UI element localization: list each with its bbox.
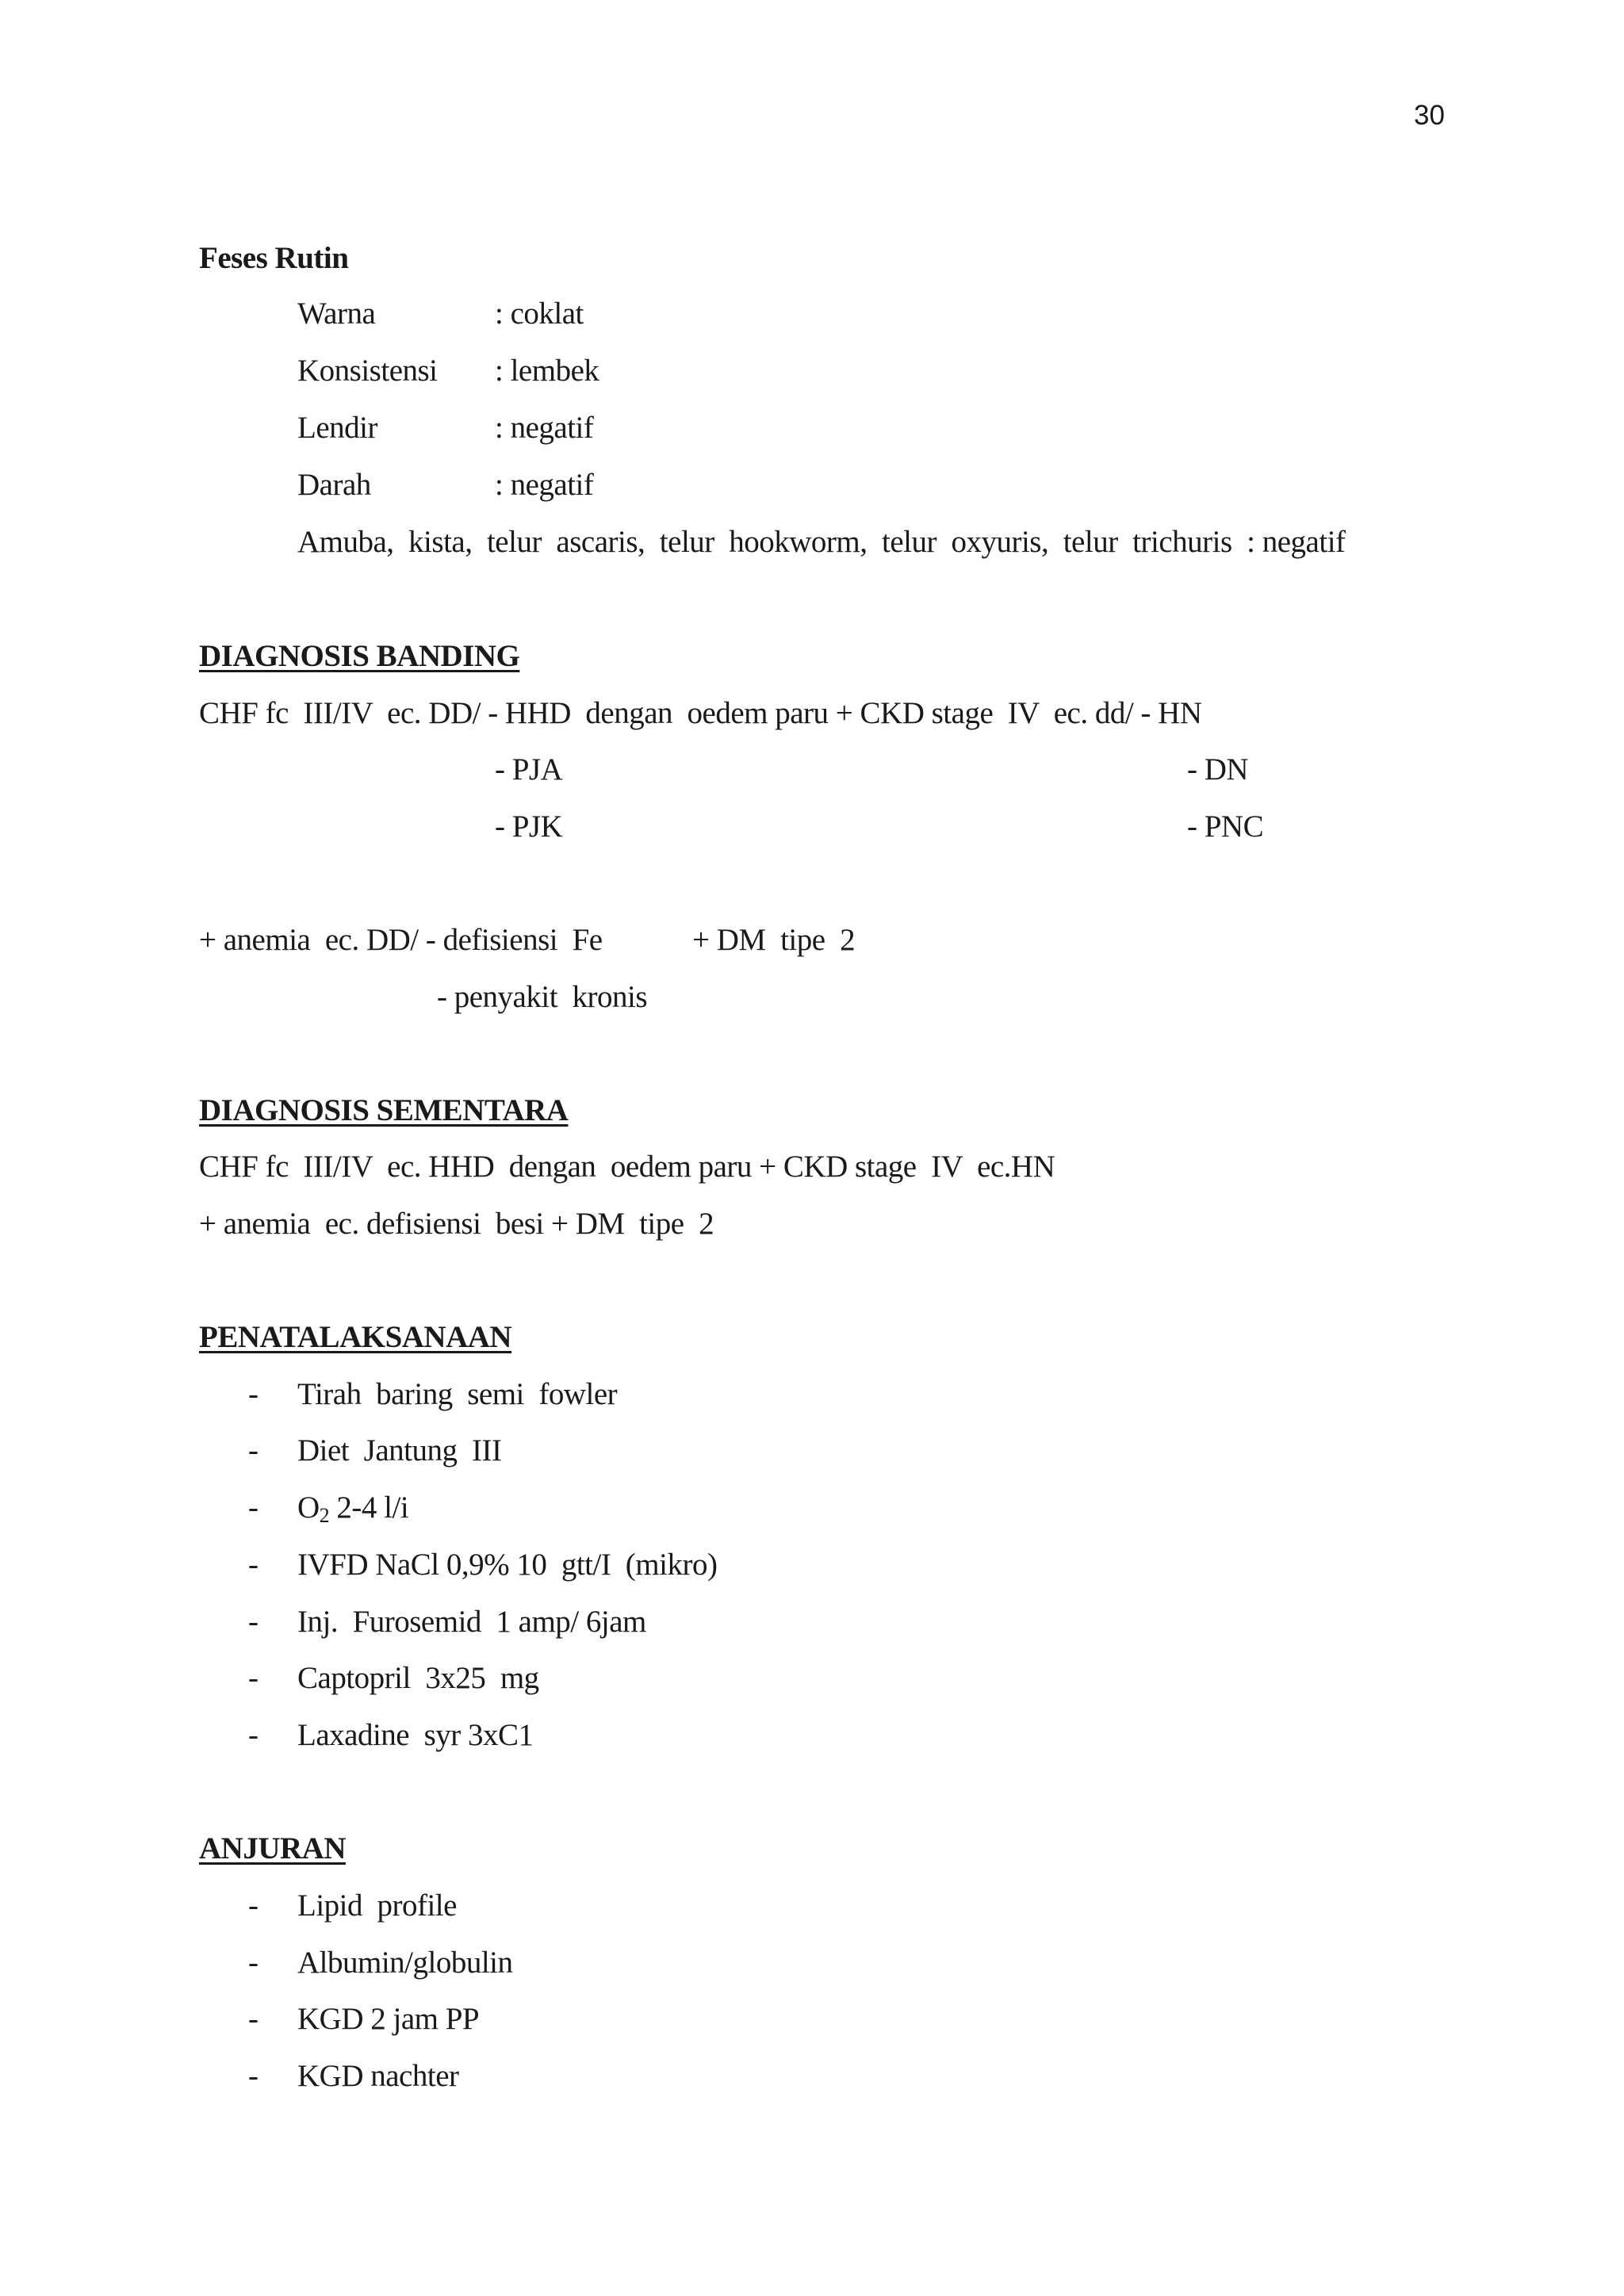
- diagnosis-sementara-line2: + anemia ec. defisiensi besi + DM tipe 2: [199, 1207, 714, 1241]
- feses-parasite-line: Amuba, kista, telur ascaris, telur hookworm, telur oxyuris, telur trichuris : negatif: [297, 525, 1346, 559]
- feses-value-warna: : coklat: [495, 297, 584, 331]
- feses-value-lendir: : negatif: [495, 411, 594, 445]
- list-item: Tirah baring semi fowler: [297, 1377, 618, 1411]
- list-bullet: -: [248, 1661, 259, 1695]
- list-bullet: -: [248, 1377, 259, 1411]
- anemia-dd-line: + anemia ec. DD/ - defisiensi Fe: [199, 923, 603, 957]
- feses-label-lendir: Lendir: [297, 411, 377, 445]
- list-item: KGD nachter: [297, 2059, 459, 2093]
- list-item: Inj. Furosemid 1 amp/ 6jam: [297, 1605, 646, 1639]
- dd-left-pjk: - PJK: [495, 809, 563, 844]
- diagnosis-sementara-title: DIAGNOSIS SEMENTARA: [199, 1093, 569, 1127]
- dd-left-pja: - PJA: [495, 752, 563, 786]
- list-bullet: -: [248, 1946, 259, 1980]
- penatalaksanaan-title: PENATALAKSANAAN: [199, 1320, 512, 1354]
- list-item: Captopril 3x25 mg: [297, 1661, 539, 1695]
- list-bullet: -: [248, 2059, 259, 2093]
- list-bullet: -: [248, 1433, 259, 1468]
- list-bullet: -: [248, 1888, 259, 1923]
- dd-right-pnc: - PNC: [1187, 809, 1264, 844]
- anjuran-title: ANJURAN: [199, 1831, 346, 1866]
- diagnosis-sementara-line1: CHF fc III/IV ec. HHD dengan oedem paru + CKD stage IV ec.HN: [199, 1150, 1055, 1184]
- feses-label-warna: Warna: [297, 297, 376, 331]
- list-bullet: -: [248, 2002, 259, 2036]
- list-item-o2: [297, 1490, 409, 1527]
- list-bullet: -: [248, 1548, 259, 1582]
- o2-subscript: 2: [319, 1504, 330, 1527]
- o2-base: O: [297, 1490, 320, 1525]
- list-item: Lipid profile: [297, 1888, 457, 1923]
- list-bullet: -: [248, 1605, 259, 1639]
- diagnosis-banding-line1: CHF fc III/IV ec. DD/ - HHD dengan oedem paru + CKD stage IV ec. dd/ - HN: [199, 696, 1202, 730]
- list-bullet: -: [248, 1718, 259, 1752]
- dm-tipe-2: + DM tipe 2: [692, 923, 856, 957]
- penyakit-kronis: - penyakit kronis: [437, 980, 648, 1014]
- list-item: KGD 2 jam PP: [297, 2002, 480, 2036]
- diagnosis-banding-title: DIAGNOSIS BANDING: [199, 639, 520, 673]
- list-bullet: -: [248, 1490, 259, 1525]
- o2-rest: 2-4 l/i: [329, 1490, 409, 1525]
- dd-right-dn: - DN: [1187, 752, 1249, 786]
- list-item: Albumin/globulin: [297, 1946, 513, 1980]
- list-item: Diet Jantung III: [297, 1433, 502, 1468]
- feses-label-konsistensi: Konsistensi: [297, 354, 438, 388]
- feses-value-darah: : negatif: [495, 468, 594, 502]
- feses-title: Feses Rutin: [199, 241, 349, 275]
- page-number: 30: [1414, 100, 1445, 131]
- feses-value-konsistensi: : lembek: [495, 354, 599, 388]
- list-item: Laxadine syr 3xC1: [297, 1718, 534, 1752]
- list-item: IVFD NaCl 0,9% 10 gtt/I (mikro): [297, 1548, 718, 1582]
- feses-label-darah: Darah: [297, 468, 371, 502]
